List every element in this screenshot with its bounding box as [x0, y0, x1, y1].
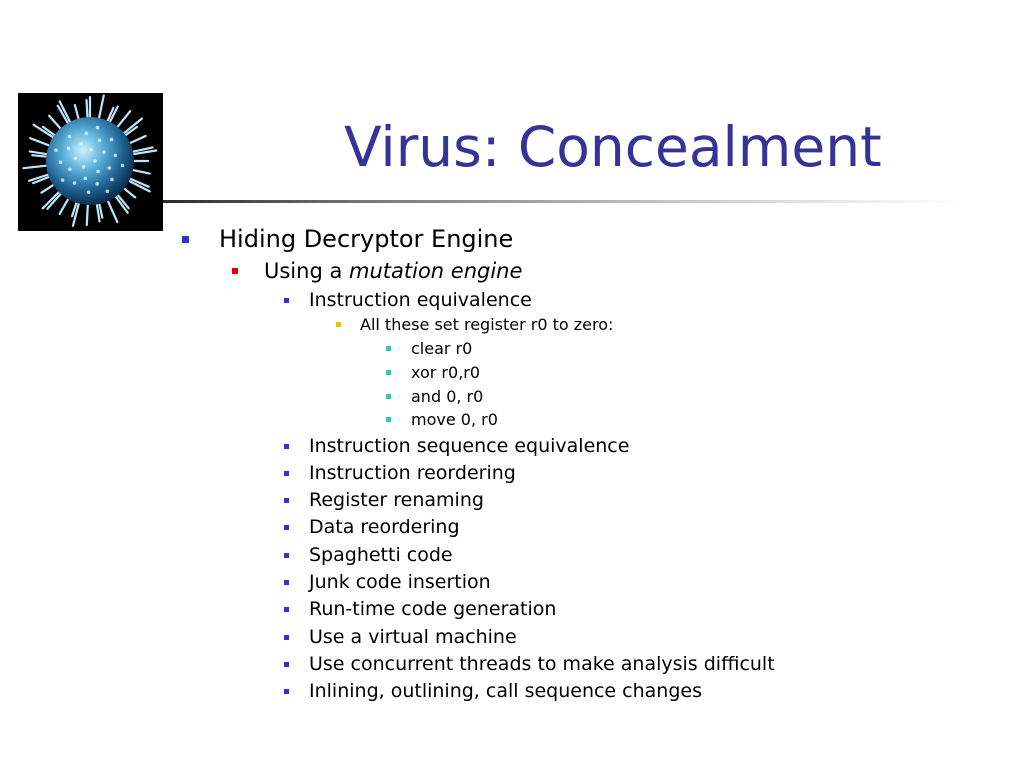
bullet-text	[264, 259, 522, 283]
bullet-text: Data reordering	[309, 516, 460, 538]
bullet-item-level3	[309, 489, 484, 511]
square-bullet-icon	[336, 322, 341, 327]
title-divider	[163, 200, 963, 203]
bullet-text: Hiding Decryptor Engine	[219, 225, 514, 253]
square-bullet-icon	[284, 580, 289, 585]
bullet-item-level2	[264, 259, 522, 283]
square-bullet-icon	[284, 689, 289, 694]
slide-title: Virus: Concealment	[344, 115, 882, 179]
bullet-text: Instruction sequence equivalence	[309, 435, 630, 457]
bullet-item-level4	[360, 315, 613, 335]
bullet-item-level3	[309, 598, 556, 620]
square-bullet-icon	[182, 236, 189, 243]
square-bullet-icon	[386, 417, 391, 422]
bullet-item-level5	[411, 363, 480, 383]
square-bullet-icon	[284, 662, 289, 667]
bullet-text: Use a virtual machine	[309, 626, 517, 648]
square-bullet-icon	[284, 471, 289, 476]
square-bullet-icon	[284, 444, 289, 449]
square-bullet-icon	[284, 298, 289, 303]
bullet-item-level3	[309, 653, 775, 675]
bullet-text: Instruction equivalence	[309, 289, 532, 311]
bullet-text: Junk code insertion	[309, 571, 491, 593]
bullet-text: move 0, r0	[411, 410, 498, 429]
bullet-text: xor r0,r0	[411, 363, 481, 382]
bullet-text-prefix: Using a	[264, 259, 350, 283]
bullet-item-level3	[309, 571, 491, 593]
square-bullet-icon	[284, 498, 289, 503]
bullet-item-level3	[309, 289, 532, 311]
bullet-item-level3	[309, 516, 460, 538]
square-bullet-icon	[284, 525, 289, 530]
square-bullet-icon	[386, 346, 391, 351]
bullet-item-level5	[411, 410, 498, 430]
bullet-text: All these set register r0 to zero:	[360, 315, 614, 334]
bullet-item-level3	[309, 435, 629, 457]
bullet-item-level5	[411, 387, 483, 407]
bullet-item-level1	[219, 225, 513, 253]
bullet-item-level3	[309, 544, 453, 566]
square-bullet-icon	[232, 268, 238, 274]
bullet-text-emphasis: mutation engine	[349, 259, 523, 283]
square-bullet-icon	[284, 607, 289, 612]
bullet-item-level3	[309, 626, 517, 648]
square-bullet-icon	[386, 394, 391, 399]
bullet-text: Inlining, outlining, call sequence changes	[309, 680, 702, 702]
bullet-item-level3	[309, 680, 702, 702]
bullet-item-level3	[309, 462, 516, 484]
square-bullet-icon	[284, 635, 289, 640]
bullet-text: clear r0	[411, 339, 473, 358]
square-bullet-icon	[386, 370, 391, 375]
bullet-text: Register renaming	[309, 489, 484, 511]
bullet-text: Spaghetti code	[309, 544, 453, 566]
bullet-text: Use concurrent threads to make analysis difficult	[309, 653, 775, 675]
bullet-text: and 0, r0	[411, 387, 484, 406]
bullet-text: Instruction reordering	[309, 462, 516, 484]
square-bullet-icon	[284, 553, 289, 558]
bullet-text: Run-time code generation	[309, 598, 557, 620]
bullet-item-level5	[411, 339, 472, 359]
virus-icon	[18, 93, 163, 231]
